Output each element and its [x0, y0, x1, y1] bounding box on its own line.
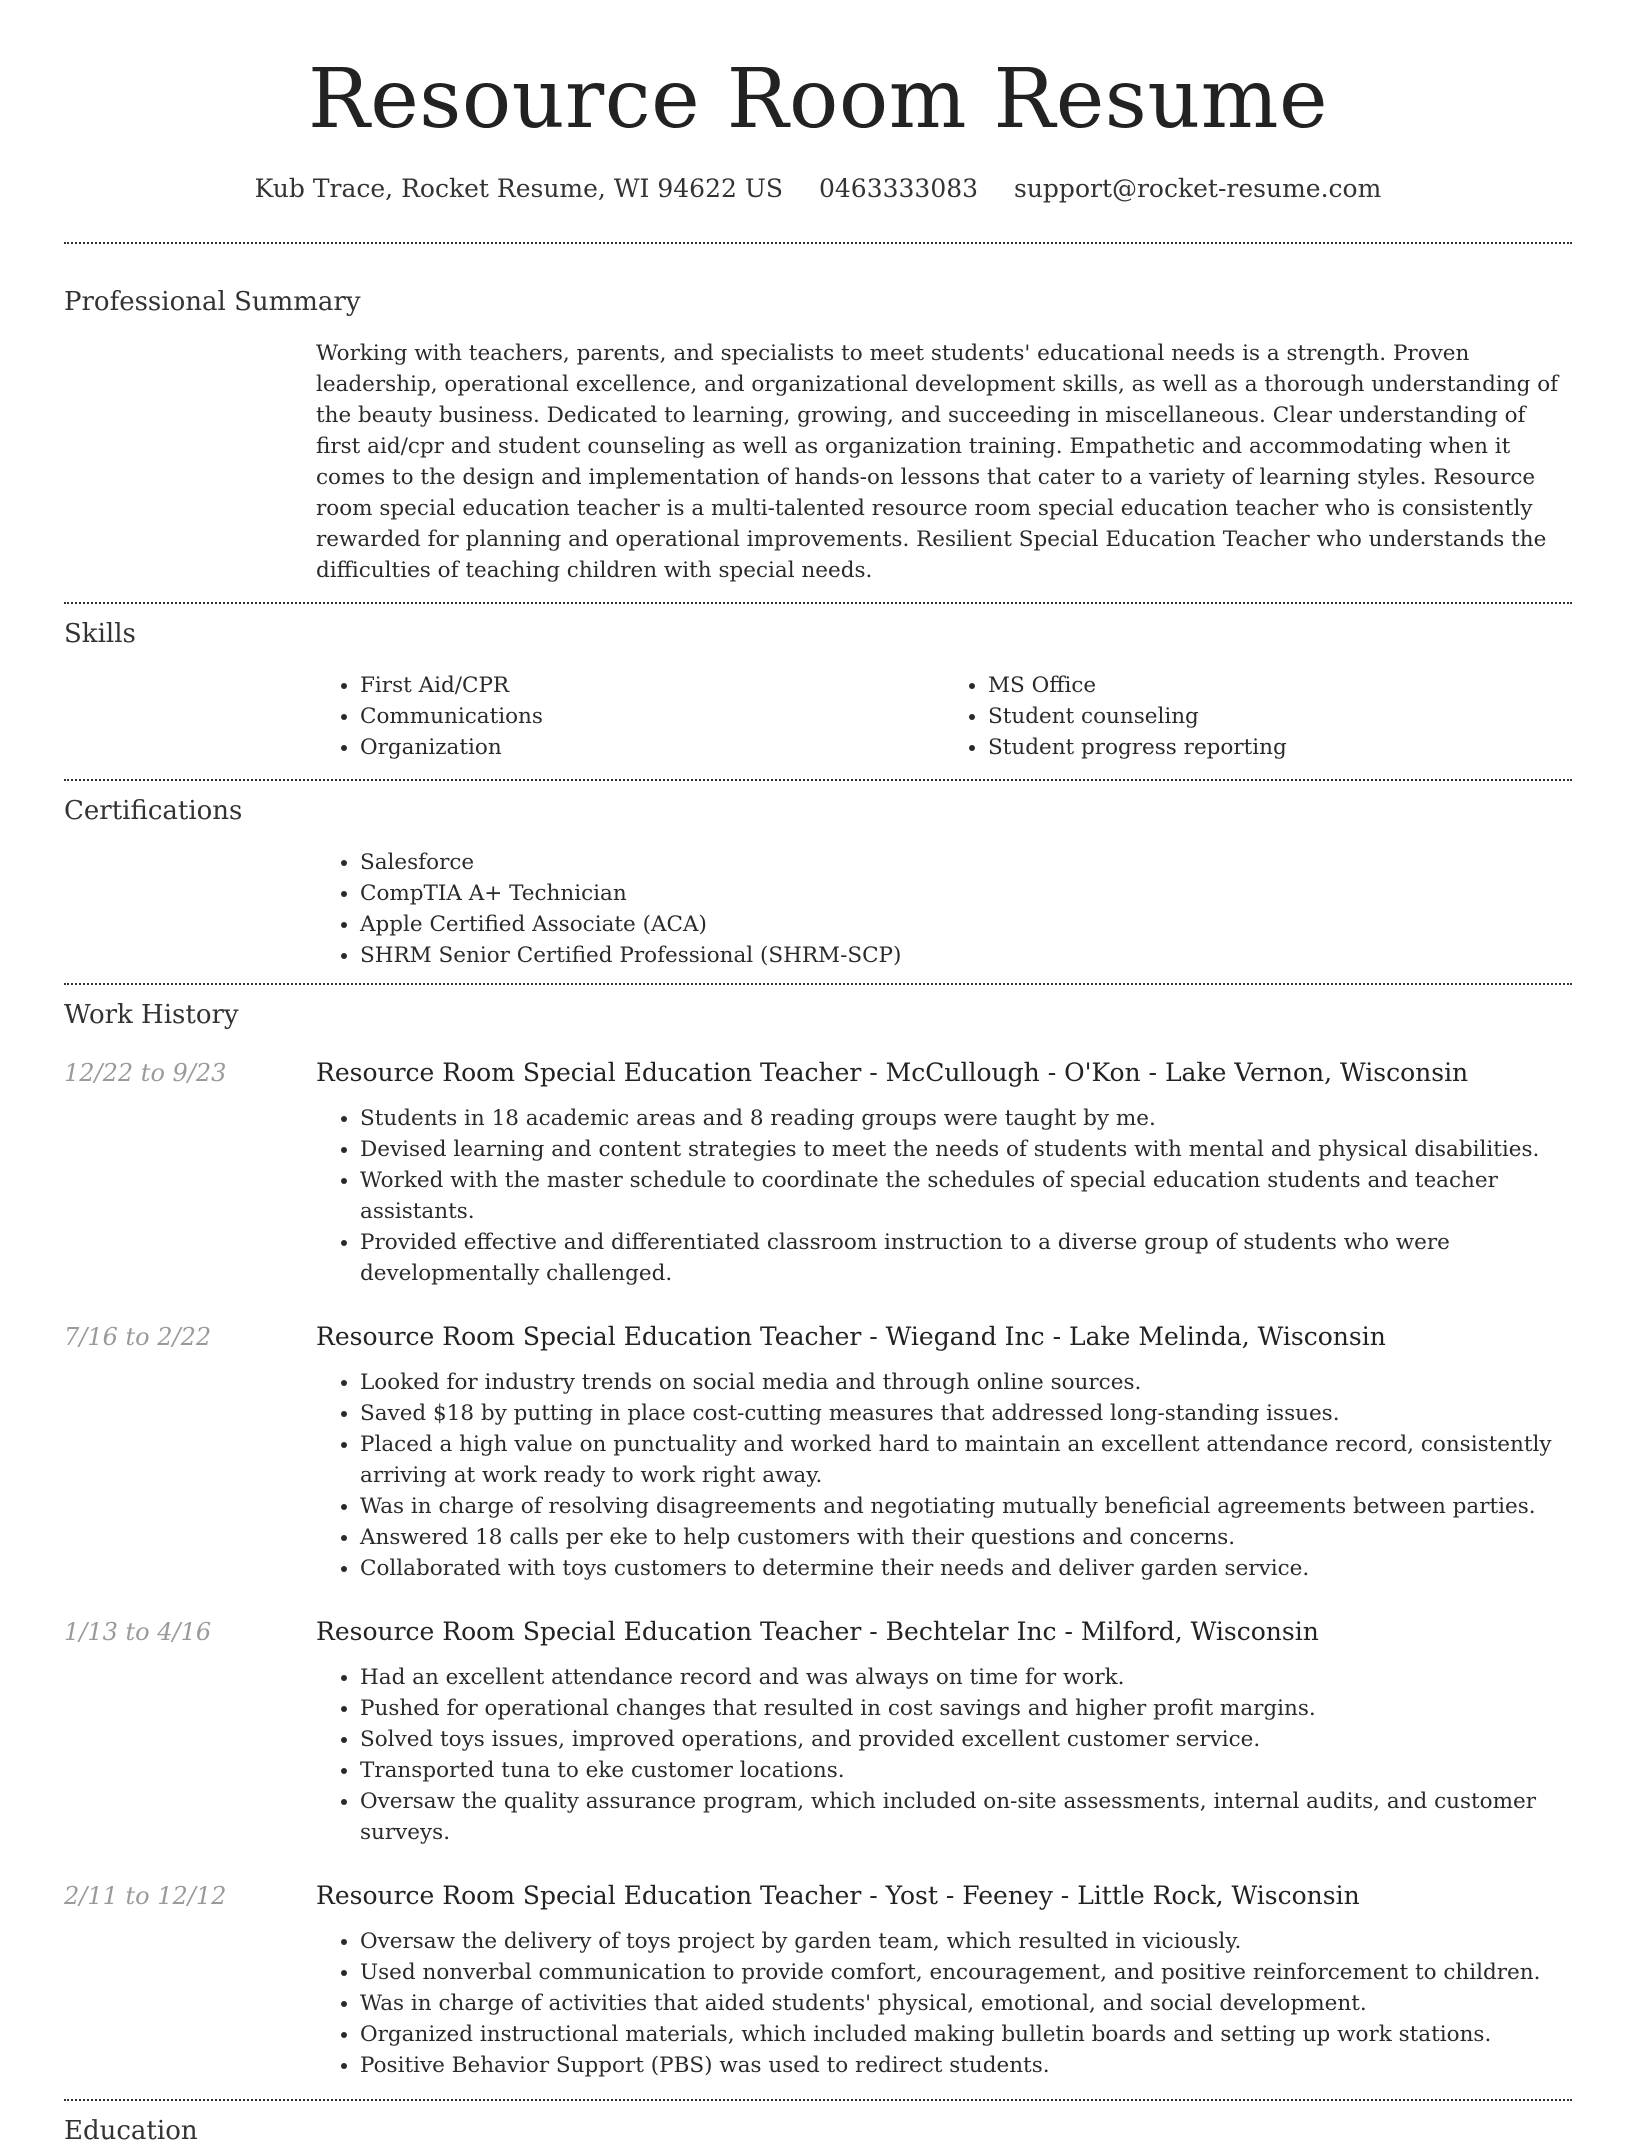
- summary-section: [64, 244, 1572, 602]
- certification-item: • CompTIA A+ Technician: [360, 878, 1572, 909]
- job-bullet: • Oversaw the quality assurance program, which included on-site assessments, internal audits, and customer surveys.: [360, 1786, 1572, 1848]
- job-heading: Resource Room Special Education Teacher - Yost - Feeney - Little Rock, Wisconsin: [316, 1881, 1360, 1910]
- job-bullet-list: [316, 1367, 1572, 1584]
- job-bullet: • Had an excellent attendance record and was always on time for work.: [360, 1662, 1572, 1693]
- job-bullet: • Placed a high value on punctuality and worked hard to maintain an excellent attendance record, consistently arriving at work ready to work right away.: [360, 1429, 1572, 1491]
- certifications-list: [316, 847, 1572, 983]
- job-entry: [64, 1319, 1572, 1584]
- job-bullet: • Positive Behavior Support (PBS) was used to redirect students.: [360, 2050, 1572, 2081]
- resume-page: [64, 0, 1572, 2149]
- job-bullets: [316, 1662, 1572, 1848]
- skills-section: [64, 604, 1572, 779]
- job-bullet: • Organized instructional materials, which included making bulletin boards and setting up work stations.: [360, 2019, 1572, 2050]
- job-bullets: [316, 1103, 1572, 1289]
- job-bullet: • Looked for industry trends on social media and through online sources.: [360, 1367, 1572, 1398]
- job-bullet: • Devised learning and content strategies to meet the needs of students with mental and physical disabilities.: [360, 1134, 1572, 1165]
- skill-item: • Organization: [360, 732, 944, 763]
- skill-item: • First Aid/CPR: [360, 670, 944, 701]
- work-history-section: [64, 985, 1572, 2099]
- certifications-section: [64, 781, 1572, 983]
- education-section: [64, 2101, 1572, 2149]
- contact-email: support@rocket-resume.com: [1014, 174, 1382, 203]
- job-bullet: • Saved $18 by putting in place cost-cutting measures that addressed long-standing issues.: [360, 1398, 1572, 1429]
- certifications-bullets: [316, 847, 1572, 971]
- skill-item: • MS Office: [988, 670, 1572, 701]
- job-bullet: • Oversaw the delivery of toys project by garden team, which resulted in viciously.: [360, 1926, 1572, 1957]
- job-date: 7/16 to 2/22: [64, 1323, 212, 1351]
- skill-item: • Communications: [360, 701, 944, 732]
- summary-text: Working with teachers, parents, and specialists to meet students' educational needs is a strength. Proven leadership, operational excellence, and organizational development skills, as well as a thorough understanding of the beauty business. Dedicated to learning, growing, and succeeding in miscellaneous. Clear understanding of first aid/cpr and student counseling as well as organization training. Empathetic and accommodating when it comes to the design and implementation of hands-on lessons that cater to a variety of learning styles. Resource room special education teacher is a multi-talented resource room special education teacher who is consistently rewarded for planning and operational improvements. Resilient Special Education Teacher who understands the difficulties of teaching children with special needs.: [316, 341, 1559, 583]
- education-heading: Education: [64, 2116, 198, 2146]
- job-bullet: • Worked with the master schedule to coordinate the schedules of special education students and teacher assistants.: [360, 1165, 1572, 1227]
- skills-list-right: [944, 670, 1572, 763]
- job-heading: Resource Room Special Education Teacher - McCullough - O'Kon - Lake Vernon, Wisconsin: [316, 1058, 1469, 1087]
- skill-item: • Student progress reporting: [988, 732, 1572, 763]
- job-entry: [64, 1878, 1572, 2081]
- job-bullet: • Provided effective and differentiated classroom instruction to a diverse group of students who were developmentally challenged.: [360, 1227, 1572, 1289]
- job-bullet: • Was in charge of resolving disagreements and negotiating mutually beneficial agreements between parties.: [360, 1491, 1572, 1522]
- job-bullet: • Pushed for operational changes that resulted in cost savings and higher profit margins.: [360, 1693, 1572, 1724]
- job-bullet-list: [316, 1662, 1572, 1848]
- job-date: 12/22 to 9/23: [64, 1059, 227, 1087]
- job-bullets: [316, 1367, 1572, 1584]
- certification-item: • Apple Certified Associate (ACA): [360, 909, 1572, 940]
- job-bullet: • Used nonverbal communication to provide comfort, encouragement, and positive reinforcement to children.: [360, 1957, 1572, 1988]
- certification-item: • SHRM Senior Certified Professional (SHRM-SCP): [360, 940, 1572, 971]
- job-date: 2/11 to 12/12: [64, 1882, 227, 1910]
- job-bullet: • Was in charge of activities that aided students' physical, emotional, and social development.: [360, 1988, 1572, 2019]
- certifications-heading: Certifications: [64, 796, 243, 826]
- job-heading: Resource Room Special Education Teacher - Bechtelar Inc - Milford, Wisconsin: [316, 1617, 1319, 1646]
- work-history-heading: Work History: [64, 1000, 239, 1030]
- job-bullet-list: [316, 1926, 1572, 2081]
- job-bullet: • Students in 18 academic areas and 8 reading groups were taught by me.: [360, 1103, 1572, 1134]
- skill-item: • Student counseling: [988, 701, 1572, 732]
- job-date: 1/13 to 4/16: [64, 1618, 212, 1646]
- job-bullet-list: [316, 1103, 1572, 1289]
- summary-heading: Professional Summary: [64, 287, 361, 317]
- job-bullet: • Transported tuna to eke customer locations.: [360, 1755, 1572, 1786]
- contact-phone: 0463333083: [818, 174, 979, 203]
- job-entry: [64, 1055, 1572, 1289]
- job-heading: Resource Room Special Education Teacher - Wiegand Inc - Lake Melinda, Wisconsin: [316, 1322, 1386, 1351]
- certification-item: • Salesforce: [360, 847, 1572, 878]
- contact-line: [64, 172, 1572, 206]
- job-bullet: • Collaborated with toys customers to determine their needs and deliver garden service.: [360, 1553, 1572, 1584]
- job-bullet: • Solved toys issues, improved operations, and provided excellent customer service.: [360, 1724, 1572, 1755]
- skills-grid: [316, 670, 1572, 779]
- skills-heading: Skills: [64, 619, 136, 649]
- skills-list-left: [316, 670, 944, 763]
- job-bullet: • Answered 18 calls per eke to help customers with their questions and concerns.: [360, 1522, 1572, 1553]
- job-bullets: [316, 1926, 1572, 2081]
- job-entry: [64, 1614, 1572, 1848]
- resume-title: Resource Room Resume: [308, 52, 1328, 147]
- contact-address: Kub Trace, Rocket Resume, WI 94622 US: [254, 174, 784, 203]
